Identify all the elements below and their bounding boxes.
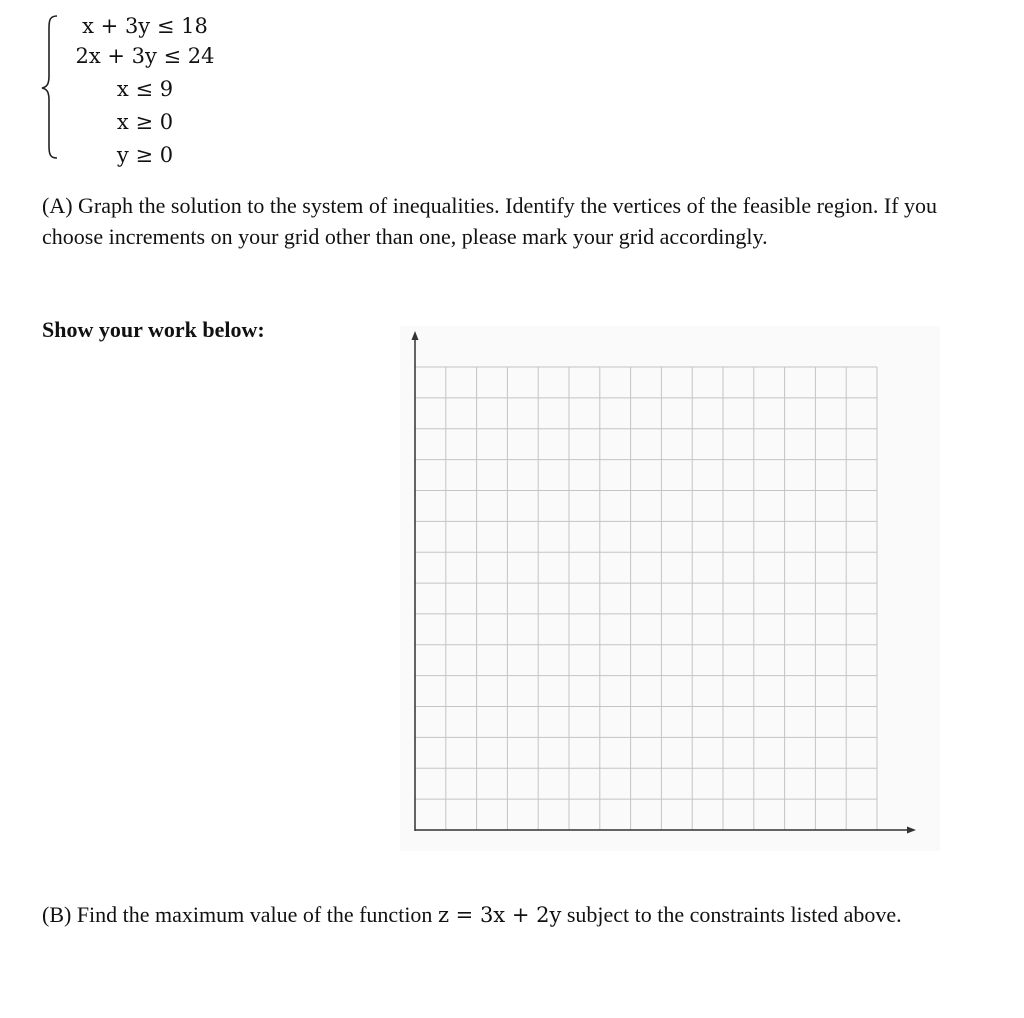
part-b-text-after: subject to the constraints listed above. (561, 902, 902, 927)
objective-function: z = 3x + 2y (437, 903, 562, 927)
part-b-text-before: (B) Find the maximum value of the function (42, 902, 438, 927)
part-a-instructions: (A) Graph the solution to the system of inequalities. Identify the vertices of the feasible region. If you choose increments on your grid other than one, please mark your grid accordingly. (42, 193, 938, 249)
inequality-5: y ≥ 0 (116, 143, 174, 167)
show-work-label: Show your work below: (42, 317, 265, 342)
inequality-4: x ≥ 0 (116, 110, 174, 134)
part-b-instructions (42, 899, 942, 931)
inequality-system (40, 12, 240, 167)
inequality-1: x + 3y ≤ 18 (82, 14, 208, 38)
inequality-2: 2x + 3y ≤ 24 (75, 44, 215, 68)
inequality-3: x ≤ 9 (116, 77, 174, 101)
left-brace-icon (40, 12, 62, 162)
coordinate-grid[interactable] (400, 326, 940, 851)
